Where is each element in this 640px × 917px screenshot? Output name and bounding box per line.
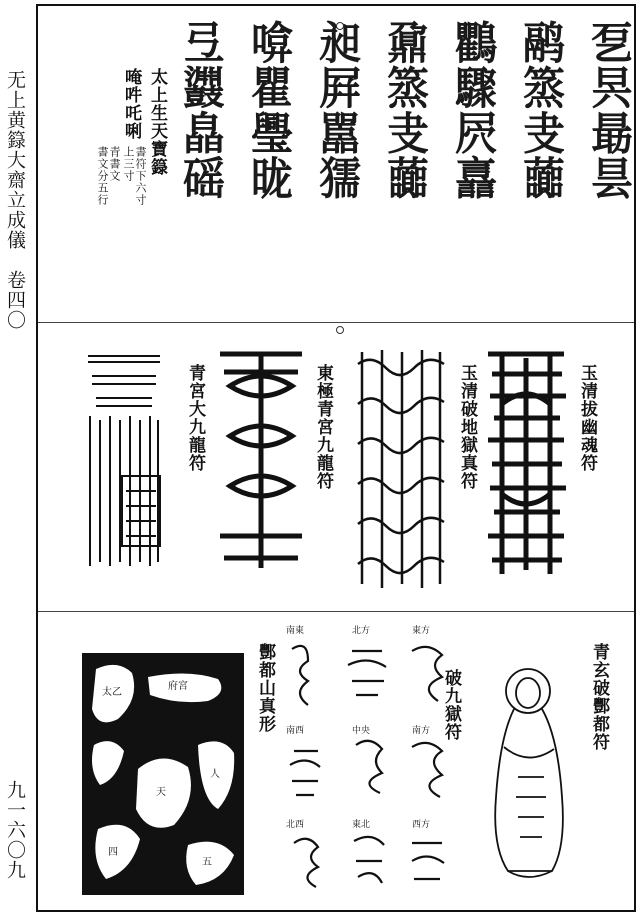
spell-line: 唵吽吒唎: [121, 68, 141, 140]
direction-label: 南方: [412, 725, 431, 735]
spell-note-4: 書文分五行: [96, 146, 109, 206]
talisman-azure-palace-nine-dragon: [82, 346, 166, 576]
talisman-char: 朂: [585, 110, 634, 156]
fengdu-mountain-true-form-illustration: [78, 649, 248, 899]
direction-label: 東北: [352, 819, 371, 829]
caption-fengdu-mountain-true-form: 酆都山真形: [255, 643, 275, 733]
talisman-jade-pure-hell: [352, 344, 448, 594]
talisman-column-3: 鸜驟屄譶: [449, 19, 498, 201]
spell-note-2: 書符下六寸: [134, 146, 147, 206]
panel-top: [38, 6, 634, 323]
margin-column: [0, 0, 30, 917]
talisman-column-7: 弖鼝皛磘: [177, 19, 226, 201]
talisman-char: 乭: [585, 19, 634, 65]
binding-hole: [336, 326, 344, 334]
mountain-label: 府宮: [168, 681, 188, 692]
book-title: 无上黄籙大齋立成儀 卷四〇: [4, 70, 26, 330]
caption-azure-palace-nine-dragon-talisman: 青宮大九龍符: [185, 364, 205, 472]
direction-label: 北方: [352, 625, 371, 635]
mountain-label: 五: [202, 857, 212, 868]
talisman-char: 昗: [585, 64, 634, 110]
spell-note-3: 青書文: [108, 146, 121, 182]
panel-bottom: [38, 613, 634, 910]
talisman-jade-pure-soul: [482, 344, 570, 584]
direction-label: 南東: [286, 625, 305, 635]
direction-label: 南西: [286, 725, 305, 735]
caption-jade-pure-hell-talisman: 玉清破地獄真符: [457, 364, 477, 490]
direction-label: 北西: [286, 819, 305, 829]
mountain-label: 天: [156, 787, 166, 798]
mountain-label: 四: [108, 847, 118, 858]
mountain-label: 太乙: [102, 687, 122, 698]
talisman-column-4: 鼐篜叏虈: [381, 19, 430, 201]
page-number: 九一六〇九: [4, 780, 26, 880]
panel-middle: [38, 324, 634, 612]
caption-jade-pure-soul-talisman: 玉清拔幽魂符: [577, 364, 597, 472]
talisman-column-2: 鹝篜叏虈: [517, 19, 566, 201]
caption-break-nine-hells-talisman: 破九獄符: [441, 669, 461, 741]
spell-note-1: 上三寸: [122, 146, 135, 182]
direction-label: 西方: [412, 819, 431, 829]
talisman-char: 昙: [585, 155, 634, 201]
binding-hole: [336, 22, 344, 30]
talisman-column-6: 啽瞿璺昽: [245, 19, 294, 201]
caption-azure-mystery-fengdu-talisman: 青玄破酆都符: [589, 643, 609, 751]
direction-label: 中央: [352, 725, 371, 735]
direction-label: 東方: [412, 625, 431, 635]
talisman-column-5: 昶屛嚚獳: [313, 19, 362, 201]
page-frame: [36, 4, 636, 912]
register-label: 太上生天寶籙: [147, 68, 167, 176]
nine-hells-talisman-grid: [278, 621, 461, 907]
talisman-eastern-nine-dragon: [216, 346, 306, 576]
caption-eastern-nine-dragon-talisman: 東極青宮九龍符: [313, 364, 333, 490]
talisman-column-1: [586, 20, 632, 201]
deity-figure-illustration: [478, 657, 578, 887]
mountain-label: 人: [210, 769, 220, 780]
